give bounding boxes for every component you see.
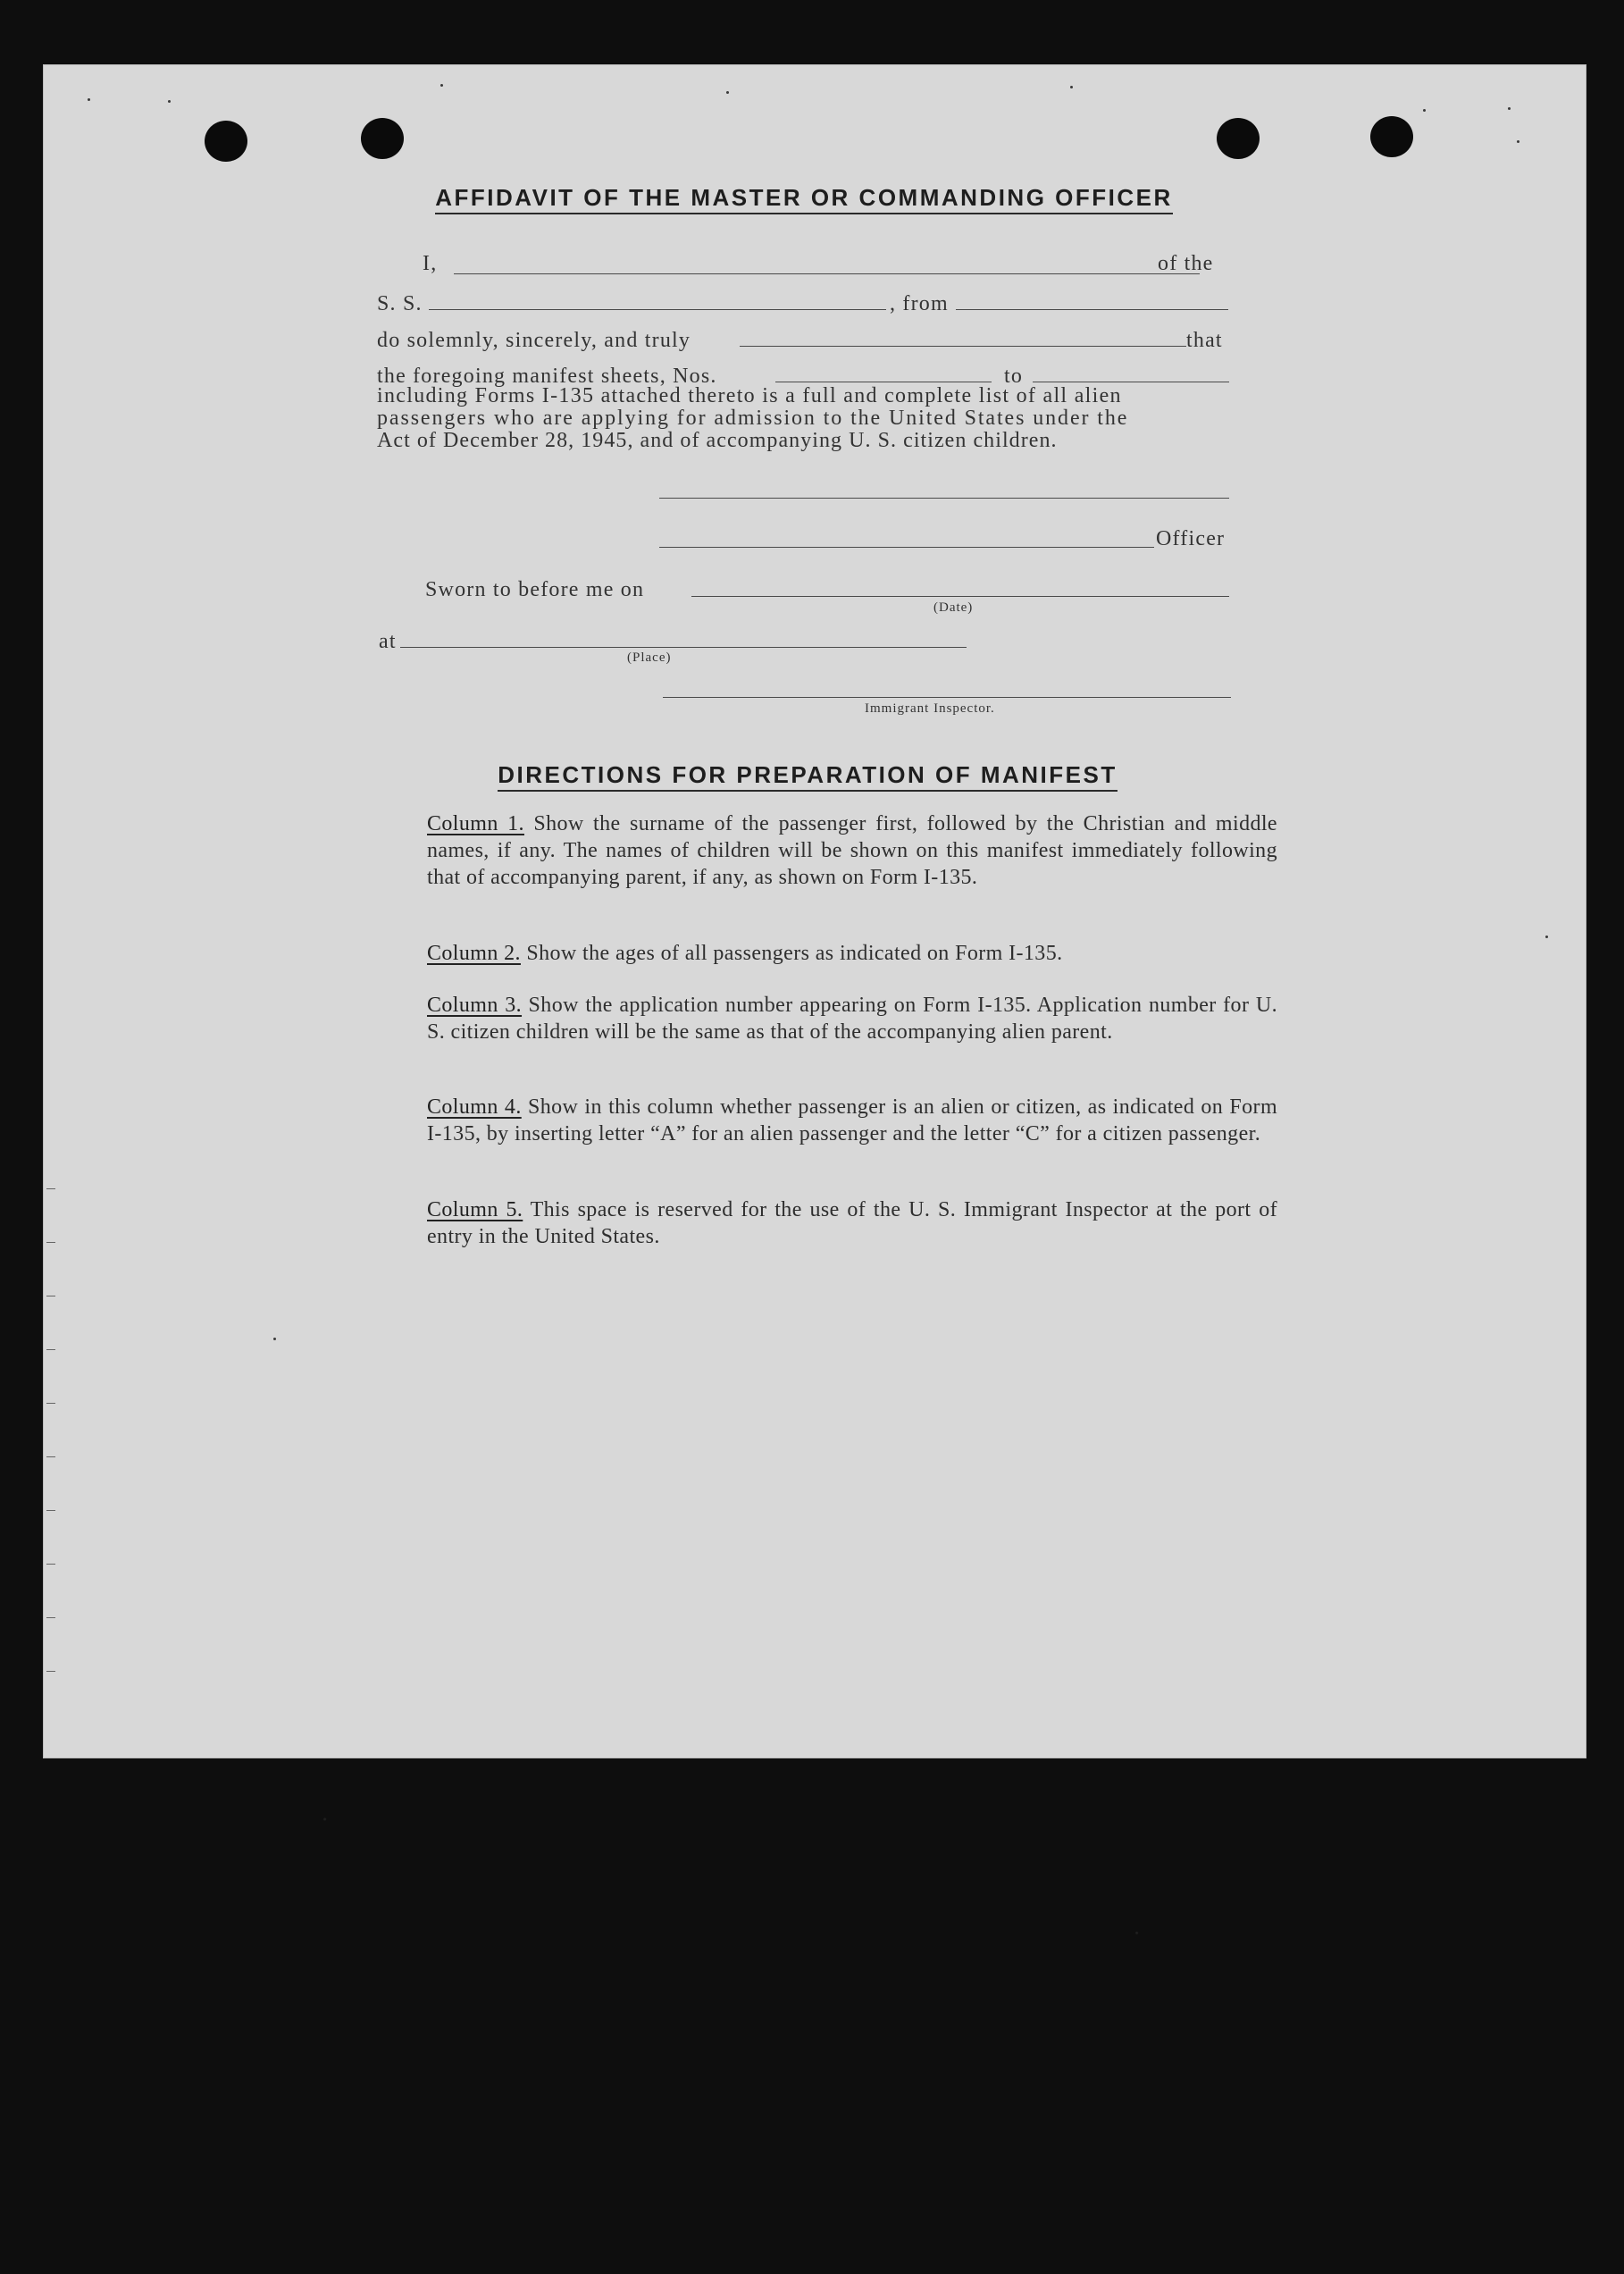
direction-column-1 <box>427 810 1277 891</box>
place-blank <box>400 647 967 648</box>
inspector-blank <box>663 697 1231 698</box>
speck <box>440 84 443 87</box>
affidavit-line3-prefix: do solemnly, sincerely, and truly <box>377 329 691 352</box>
column-4-label: Column 4. <box>427 1095 522 1119</box>
direction-column-3 <box>427 992 1277 1045</box>
column-3-text: Show the application number appearing on Form I-135. Application number for U. S. citizen children will be the same as that of the accompanying alien parent. <box>427 994 1277 1044</box>
punch-hole-2-icon <box>361 118 404 159</box>
manifest-page <box>43 64 1586 1758</box>
column-5-text: This space is reserved for the use of the U. S. Immigrant Inspector at the port of entry in the United States. <box>427 1198 1277 1248</box>
officer-blank <box>659 547 1154 548</box>
affidavit-line1-prefix: I, <box>423 252 438 275</box>
speck <box>273 1338 276 1340</box>
name-blank <box>454 273 1200 274</box>
affidavit-body-line1: including Forms I-135 attached thereto is a full and complete list of all alien <box>377 384 1122 407</box>
punch-hole-3-icon <box>1217 118 1260 159</box>
column-4-text: Show in this column whether passenger is an alien or citizen, as indicated on Form I-135, by inserting letter “A” for an alien passenger and the letter “C” for a citizen passenger. <box>427 1095 1278 1145</box>
column-2-text: Show the ages of all passengers as indicated on Form I-135. <box>526 942 1063 965</box>
place-caption: (Place) <box>627 650 672 665</box>
direction-column-5 <box>427 1196 1277 1250</box>
affidavit-body-line3: Act of December 28, 1945, and of accompanying U. S. citizen children. <box>377 429 1058 452</box>
speck <box>1423 109 1426 112</box>
date-caption: (Date) <box>933 600 974 615</box>
sworn-prefix: Sworn to before me on <box>425 578 645 601</box>
punch-hole-1-icon <box>205 121 247 162</box>
at-prefix: at <box>379 630 397 653</box>
directions-title: DIRECTIONS FOR PREPARATION OF MANIFEST <box>36 761 1579 789</box>
from-blank <box>956 309 1228 310</box>
affidavit-line4-prefix: the foregoing manifest sheets, Nos. <box>377 365 717 388</box>
inspector-caption: Immigrant Inspector. <box>865 701 995 716</box>
direction-column-2 <box>427 940 1277 967</box>
column-3-label: Column 3. <box>427 994 523 1017</box>
direction-column-4 <box>427 1094 1277 1147</box>
affidavit-line1-suffix: of the <box>1158 252 1214 275</box>
speck <box>168 100 171 103</box>
affidavit-body-line2: passengers who are applying for admission to the United States under the <box>377 407 1129 430</box>
column-5-label: Column 5. <box>427 1198 523 1221</box>
punch-hole-4-icon <box>1370 116 1413 157</box>
affidavit-title: AFFIDAVIT OF THE MASTER OR COMMANDING OFFICER <box>32 184 1576 212</box>
affidavit-line4-middle: to <box>1004 365 1024 388</box>
speck <box>1508 107 1511 110</box>
speck <box>1517 140 1519 143</box>
ship-blank <box>429 309 886 310</box>
officer-label: Officer <box>1156 527 1226 550</box>
column-2-label: Column 2. <box>427 942 521 965</box>
affidavit-line2-middle: , from <box>890 292 949 315</box>
truly-blank <box>740 346 1186 347</box>
signature-blank <box>659 498 1229 499</box>
column-1-label: Column 1. <box>427 812 524 835</box>
speck <box>88 98 90 101</box>
speck <box>1545 936 1548 938</box>
column-1-text: Show the surname of the passenger first, followed by the Christian and middle names, if any. The names of children will be shown on this manifest immediately following that of accompanying parent, if any, as shown on Form I-135. <box>427 812 1277 889</box>
date-blank <box>691 596 1229 597</box>
affidavit-line3-suffix: that <box>1186 329 1223 352</box>
speck <box>1070 86 1073 88</box>
speck <box>726 91 729 94</box>
affidavit-line2-prefix: S. S. <box>377 292 423 315</box>
left-edge-ticks <box>46 1188 55 1689</box>
